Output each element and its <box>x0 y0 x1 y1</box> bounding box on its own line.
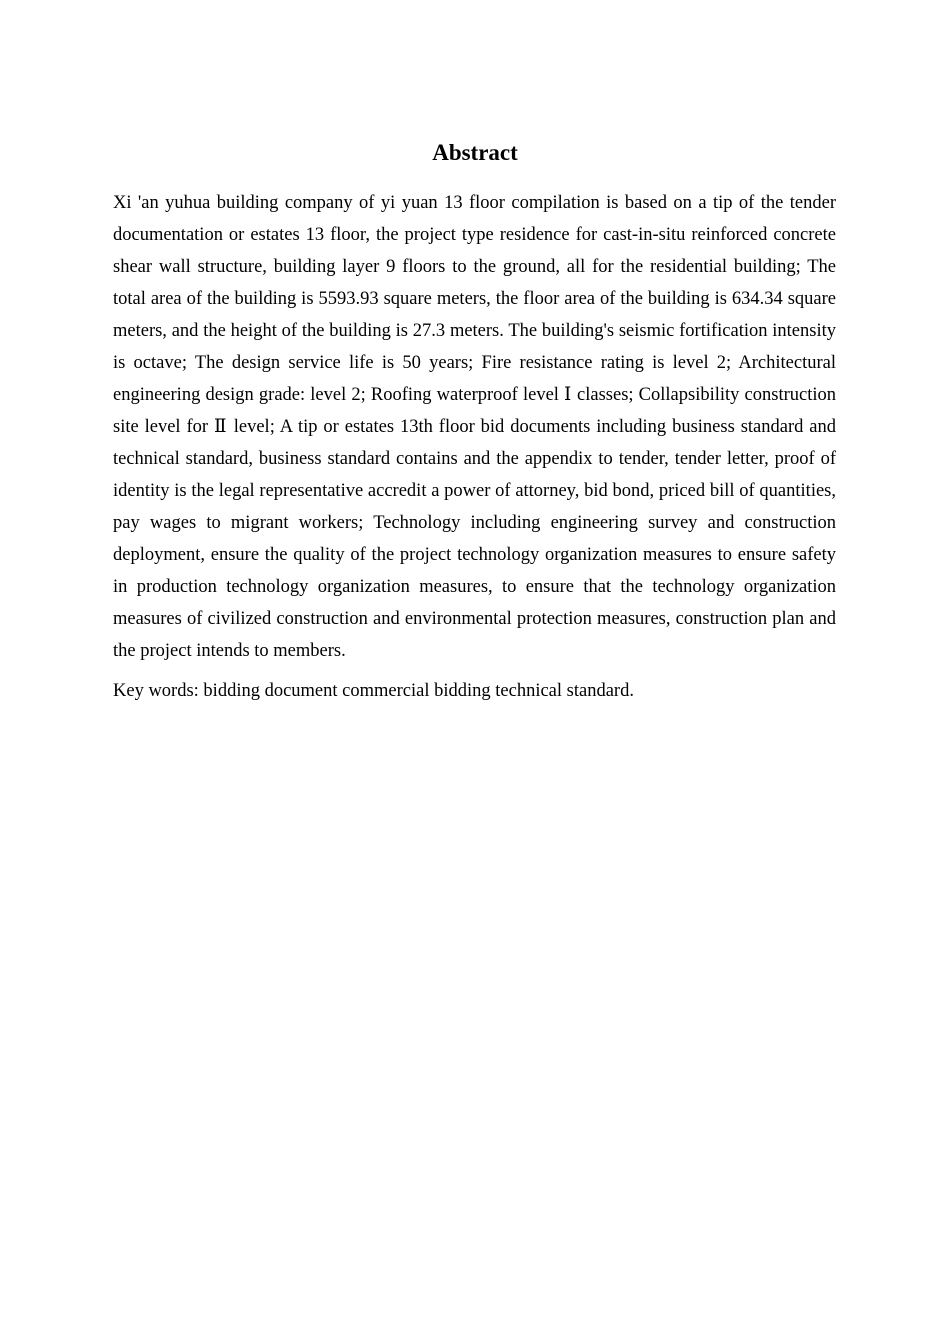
abstract-title: Abstract <box>432 140 518 165</box>
abstract-body: Xi 'an yuhua building company of yi yuan 13 floor compilation is based on a tip of the tender documentation or estates 13 floor, the project type residence for cast-in-situ reinforced concrete shear wall structure, building layer 9 floors to the ground, all for the residential building; The total area of the building is 5593.93 square meters, the floor area of the building is 634.34 square meters, and the height of the building is 27.3 meters. The building's seismic fortification intensity is octave; The design service life is 50 years; Fire resistance rating is level 2; Architectural engineering design grade: level 2; Roofing waterproof level Ⅰ classes; Collapsibility construction site level for Ⅱ level; A tip or estates 13th floor bid documents including business standard and technical standard, business standard contains and the appendix to tender, tender letter, proof of identity is the legal representative accredit a power of attorney, bid bond, priced bill of quantities, pay wages to migrant workers; Technology including engineering survey and construction deployment, ensure the quality of the project technology organization measures to ensure safety in production technology organization measures, to ensure that the technology organization measures of civilized construction and environmental protection measures, construction plan and the project intends to members. <box>113 193 836 661</box>
keywords-line: Key words: bidding document commercial bidding technical standard. <box>113 681 634 701</box>
